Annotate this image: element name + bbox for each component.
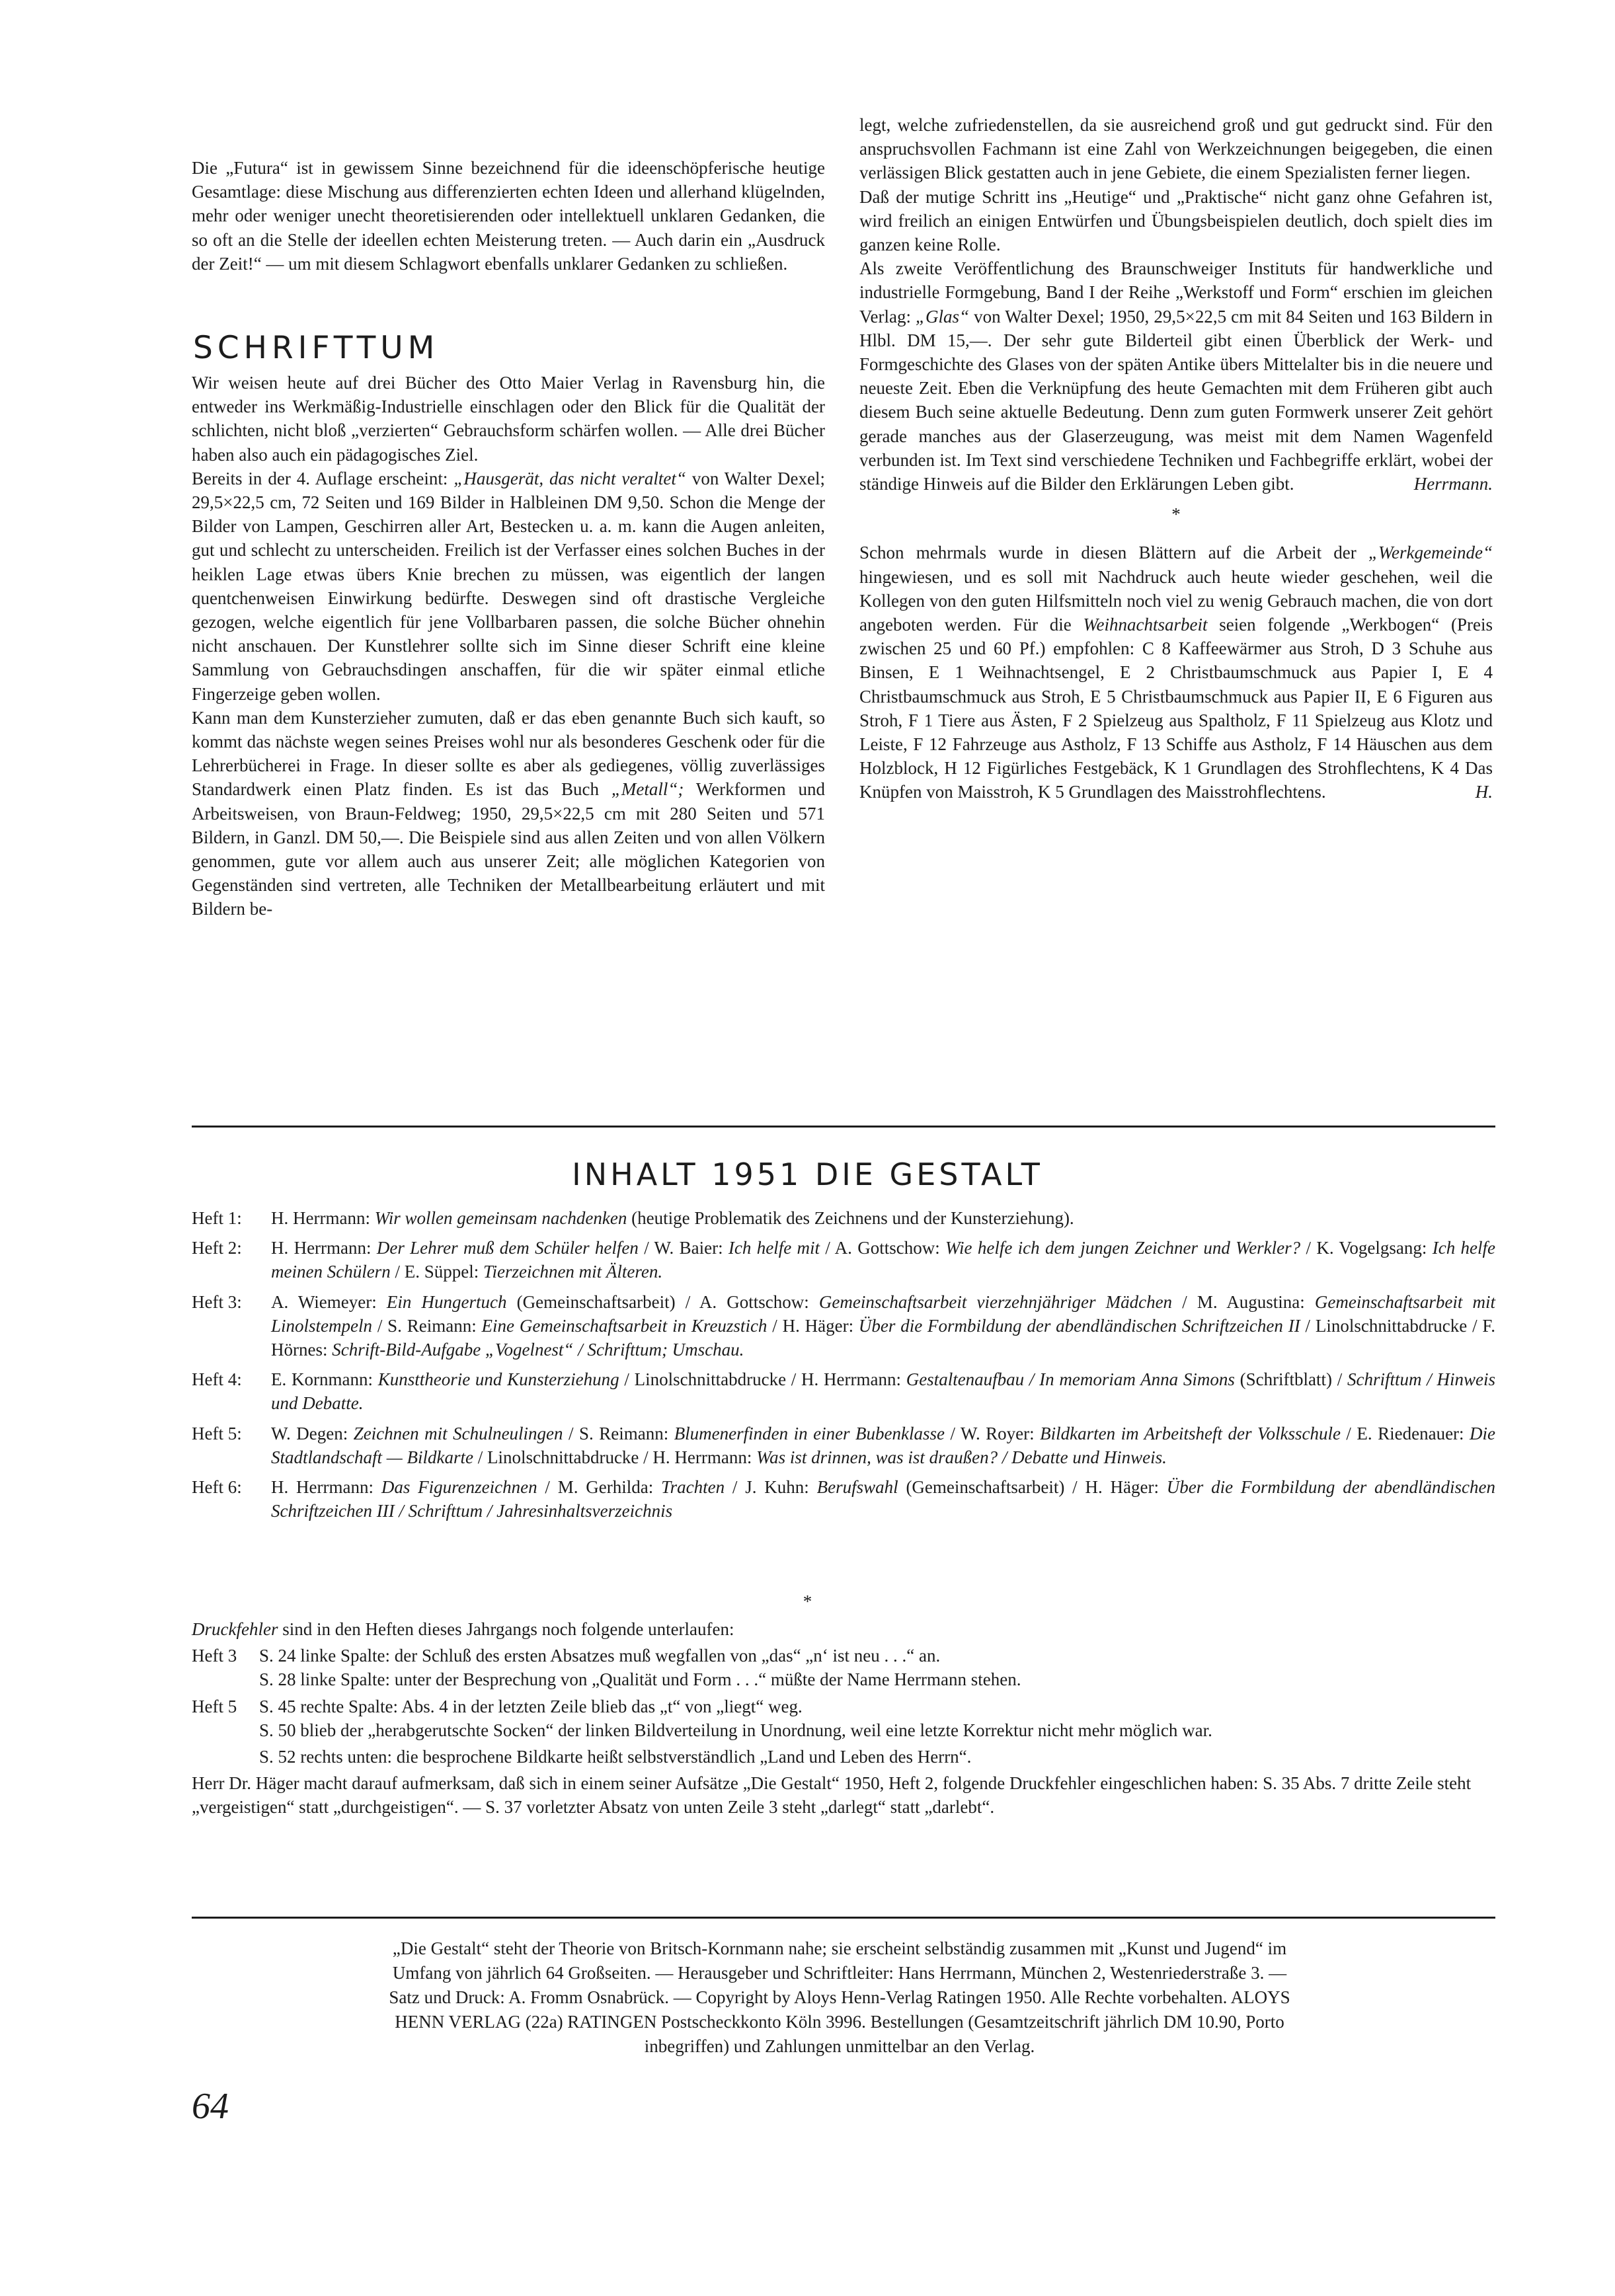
text-run: sind in den Heften dieses Jahrgangs noch folgende unterlaufen: [278, 1619, 734, 1639]
correction-text: S. 24 linke Spalte: der Schluß des ersten Absatzes muß wegfallen von „das“ „n‘ ist neu . . .“ an. [259, 1646, 941, 1666]
article-title: Wie helfe ich dem jungen Zeichner und Werkler? [945, 1238, 1301, 1258]
heft-label: Heft 3: [192, 1291, 242, 1312]
imprint-line: Satz und Druck: A. Fromm Osnabrück. — Copyright by Aloys Henn-Verlag Ratingen 1950. Alle Rechte vorbehalten. ALOYS [389, 1987, 1290, 2007]
imprint-line: Umfang von jährlich 64 Großseiten. — Herausgeber und Schriftleiter: Hans Herrmann, München 2, Westenriederstraße 3. — [392, 1963, 1287, 1983]
imprint-line: „Die Gestalt“ steht der Theorie von Britsch-Kornmann nahe; sie erscheint selbständig zusammen mit „Kunst und Jugend“ im [392, 1938, 1287, 1958]
inhalt-entry [192, 1367, 1495, 1415]
text-run: / K. Vogelgsang: [1300, 1238, 1433, 1258]
text-run: von Walter Dexel; 1950, 29,5×22,5 cm mit 84 Seiten und 163 Bildern in Hlbl. DM 15,—. Der sehr gute Bilderteil gibt einen Überblick der Werk- und Formgeschichte des Glases von der späten Antike übers Mittelalter bis in die neuere und neueste Zeit. Eben die Verknüpfung des heute Gemachten mit dem Früheren gibt auch diesem Buch seine aktuelle Bedeutung. Denn zum guten Formwerk unserer Zeit gehört gerade manches aus der Glaserzeugung, was meist mit dem Namen Wagenfeld verbunden ist. Im Text sind verschiedene Techniken und Fachbegriffe erklärt, wobei der ständige Hinweis auf die Bilder den Erklärungen Leben gibt. [859, 306, 1493, 494]
text-run: von Walter Dexel; 29,5×22,5 cm, 72 Seiten und 169 Bilder in Halbleinen DM 9,50. Schon die Menge der Bilder von Lampen, Geschirren aller Art, Bestecken u. a. m. kann die Augen anleiten, gut und schlecht zu unterscheiden. Freilich ist der Verfasser eines solchen Buches in der heiklen Lage etwas übers Knie brechen zu müssen, was eigentlich der langen quentchenweisen Einwirkung bedürfte. Deswegen sind oft drastische Vergleiche gezogen, welche eigentlich für jene Vollbarbaren passen, die solche Bücher ohnehin nicht anschauen. Der Kunstlehrer sollte sich im Sinne dieser Schrift eine kleine Sammlung von Gebrauchsdingen anschaffen, für die wir später einmal etliche Fingerzeige geben wollen. [192, 468, 825, 704]
text-run: seien folgende „Werkbogen“ (Preis zwischen 25 und 60 Pf.) empfohlen: C 8 Kaffeewärmer aus Stroh, D 3 Schuhe aus Binsen, E 1 Weihnachtsengel, E 2 Christbaumschmuck aus Papier I, E 4 Christbaumschmuck aus Stroh, E 5 Christbaumschmuck aus Papier II, E 6 Figuren aus Stroh, F 1 Tiere aus Ästen, F 2 Spielzeug aus Spaltholz, F 11 Spielzeug aus Klotz und Leiste, F 12 Fahrzeuge aus Astholz, F 13 Schiffe aus Astholz, F 14 Häuschen aus dem Holzblock, H 12 Figürliches Festgebäck, K 1 Grundlagen des Strohflechtens, K 4 Das Knüpfen von Maisstroh, K 5 Grundlagen des Maisstrohflechtens. [859, 615, 1493, 802]
heft-contents [271, 1206, 1495, 1230]
inhalt-entry [192, 1236, 1495, 1283]
heft-label: Heft 5 [192, 1696, 237, 1716]
hausgeraet-paragraph [192, 467, 825, 706]
druckfehler-intro [192, 1617, 1495, 1641]
article-title: Bildkarten im Arbeitsheft der Volksschule [1040, 1423, 1341, 1443]
metall-continued-paragraph: legt, welche zufriedenstellen, da sie ausreichend groß und gut gedruckt sind. Für den anspruchsvollen Fachmann ist eine Zahl von Werkzeichnungen beigegeben, die einen verlässigen Blick gestatten auch in jene Gebiete, die einem Spezialisten ferner liegen. [859, 115, 1493, 183]
text-run: E. Kornmann: [271, 1369, 378, 1390]
text-run: / S. Reimann: [563, 1423, 674, 1443]
correction-text: S. 28 linke Spalte: unter der Besprechung von „Qualität und Form . . .“ müßte der Name Herrmann stehen. [259, 1669, 1021, 1690]
text-run: (Gemeinschaftsarbeit) / H. Häger: [898, 1477, 1167, 1498]
text-run: W. Degen: [271, 1423, 354, 1443]
article-title: Zeichnen mit Schulneulingen [353, 1423, 563, 1443]
werkgemeinde-title: „Werkgemeinde“ [1368, 543, 1493, 563]
text-run: A. Wiemeyer: [271, 1291, 387, 1312]
text-run: H. Herrmann: [271, 1238, 377, 1258]
article-title: Gestaltenaufbau / In memoriam Anna Simons [906, 1369, 1235, 1390]
article-title: Tierzeichnen mit Älteren. [483, 1262, 663, 1282]
druckfehler-term: Druckfehler [192, 1619, 278, 1639]
text-run: / M. Gerhilda: [537, 1477, 662, 1498]
article-title: Was ist drinnen, was ist draußen? / Debatte und Hinweis. [756, 1447, 1167, 1467]
section-title-schrifttum: SCHRIFTTUM [193, 330, 440, 367]
article-title: Trachten [661, 1477, 725, 1498]
article-title: Über die Formbildung der abendländischen Schriftzeichen II [858, 1315, 1300, 1336]
text-run: / A. Gottschow: [820, 1238, 946, 1258]
separator-star: * [1171, 504, 1181, 525]
heutige-paragraph: Daß der mutige Schritt ins „Heutige“ und „Praktische“ nicht ganz ohne Gefahren ist, wird freilich an einigen Entwürfen und Übungsbeispielen deutlich, doch spielt dies im ganzen keine Rolle. [859, 186, 1493, 255]
metall-paragraph [192, 706, 825, 921]
text-run: / H. Häger: [767, 1315, 859, 1336]
signature-herrmann: Herrmann. [1413, 474, 1493, 494]
text-run: / M. Augustina: [1172, 1291, 1315, 1312]
text-run: / Linolschnittabdrucke / H. Herrmann: [473, 1447, 757, 1467]
book-title-hausgeraet: „Hausgerät, das nicht veraltet“ [453, 468, 686, 488]
text-run: / E. Süppel: [390, 1262, 483, 1282]
text-run: Schon mehrmals wurde in diesen Blättern auf die Arbeit der [859, 543, 1369, 563]
text-run: Kann man dem Kunsterzieher zumuten, daß er das eben genannte Buch sich kauft, so kommt das nächste wegen seines Preises wohl nur als besonderes Geschenk oder für die Lehrerbücherei in Frage. In dieser sollte es aber als gediegenes, völlig zuverlässiges Standardwerk einen Platz finden. Es ist das Buch [192, 707, 825, 800]
inhalt-entry [192, 1422, 1495, 1469]
heft-contents [271, 1290, 1495, 1362]
page-number: 64 [192, 2086, 229, 2127]
weihnachtsarbeit-term: Weihnachtsarbeit [1083, 615, 1208, 635]
inhalt-entry [192, 1475, 1495, 1523]
article-title: Wir wollen gemeinsam nachdenken [374, 1208, 627, 1228]
heft-label: Heft 5: [192, 1423, 242, 1443]
article-title: Eine Gemeinschaftsarbeit in Kreuzstich [481, 1315, 768, 1336]
article-title: Die Stadtlandschaft — Bildkarte [271, 1423, 1495, 1467]
inhalt-title: INHALT 1951 DIE GESTALT [572, 1157, 1043, 1192]
heft-label: Heft 2: [192, 1238, 242, 1258]
correction-text: S. 50 blieb der „herabgerutschte Socken“ der linken Bildverteilung in Unordnung, weil eine letzte Korrektur nicht mehr möglich war. [259, 1720, 1212, 1740]
text-run: / E. Riedenauer: [1340, 1423, 1470, 1443]
text-run: Als zweite Veröffentlichung des Braunschweiger Instituts für handwerkliche und industrielle Formgebung, Band I der Reihe „Werkstoff und Form“ erschien im gleichen Verlag: [859, 258, 1493, 326]
glas-paragraph [859, 256, 1493, 496]
left-column [192, 156, 825, 921]
heft-label: Heft 1: [192, 1208, 242, 1228]
inhalt-list [192, 1206, 1495, 1529]
heft-label: Heft 4: [192, 1369, 242, 1390]
article-title: Schrift-Bild-Aufgabe „Vogelnest“ / Schrifttum; Umschau. [332, 1340, 744, 1360]
heft-label: Heft 6: [192, 1477, 242, 1498]
heft-label: Heft 3 [192, 1646, 237, 1666]
book-title-glas: „Glas“ [916, 306, 970, 326]
article-title: Gemeinschaftsarbeit mit Linolstempeln [271, 1291, 1495, 1336]
heft-contents [271, 1367, 1495, 1415]
werkgemeinde-paragraph [859, 541, 1493, 804]
futura-paragraph: Die „Futura“ ist in gewissem Sinne bezeichnend für die ideenschöpferische heutige Gesamtlage: diese Mischung aus differenzierten echten Ideen und allerhand klügelnden, mehr oder weniger unecht theoretisierenden oder intellektuell unklaren Gedanken, die so oft an die Stelle der ideellen echten Meisterung treten. — Auch darin ein „Ausdruck der Zeit!“ — um mit diesem Schlagwort ebenfalls unklarer Gedanken zu schließen. [192, 158, 825, 274]
correction-text: S. 45 rechte Spalte: Abs. 4 in der letzten Zeile blieb das „t“ von „liegt“ weg. [259, 1696, 803, 1716]
text-run: / Linolschnittabdrucke / F. Hörnes: [271, 1315, 1496, 1360]
text-run: Bereits in der 4. Auflage erscheint: [192, 468, 454, 488]
article-title: Ein Hungertuch [386, 1291, 507, 1312]
imprint-line: HENN VERLAG (22a) RATINGEN Postscheckkonto Köln 3996. Bestellungen (Gesamtzeitschrift jährlich DM 10.90, Porto [395, 2012, 1284, 2032]
druckfehler-heft5 [192, 1695, 1495, 1718]
text-run: / W. Baier: [638, 1238, 729, 1258]
text-run: / Linolschnittabdrucke / H. Herrmann: [619, 1369, 906, 1390]
article-title: Ich helfe meinen Schülern [271, 1238, 1495, 1282]
horizontal-rule [192, 1126, 1495, 1128]
heft-contents [271, 1475, 1495, 1523]
text-run: hingewiesen, und es soll mit Nachdruck auch heute wieder geschehen, weil die Kollegen von den guten Hilfsmitteln noch viel zu wenig Gebrauch machen, die von dort angeboten werden. Für die [859, 566, 1493, 635]
text-run: / J. Kuhn: [725, 1477, 817, 1498]
article-title: Blumenerfinden in einer Bubenklasse [674, 1423, 945, 1443]
heft-contents [271, 1422, 1495, 1469]
horizontal-rule [192, 1917, 1495, 1919]
separator-star: * [803, 1591, 812, 1611]
right-column [859, 113, 1493, 804]
text-run: / W. Royer: [945, 1423, 1041, 1443]
inhalt-entry [192, 1206, 1495, 1230]
text-run: Werkformen und Arbeitsweisen, von Braun-Feldweg; 1950, 29,5×22,5 cm mit 280 Seiten und 571 Bildern, in Ganzl. DM 50,—. Die Beispiele sind aus allen Zeiten und von allen Völkern genommen, gute vor allem auch aus unserer Zeit; alle möglichen Kategorien von Gegenständen sind vertreten, alle Techniken der Metallbearbeitung erläutert und mit Bildern be- [192, 779, 825, 919]
article-title: Über die Formbildung der abendländischen Schriftzeichen III / Schrifttum / Jahresinhaltsverzeichnis [271, 1477, 1495, 1521]
signature-h: H. [1475, 782, 1493, 802]
text-run: (Schriftblatt) / [1234, 1369, 1348, 1390]
article-title: Das Figurenzeichnen [381, 1477, 537, 1498]
book-title-metall: „Metall“; [611, 779, 684, 800]
article-title: Schrifttum / Hinweis und Debatte. [271, 1369, 1495, 1414]
haeger-paragraph: Herr Dr. Häger macht darauf aufmerksam, daß sich in einem seiner Aufsätze „Die Gestalt“ 1950, Heft 2, folgende Druckfehler eingeschlichen haben: S. 35 Abs. 7 dritte Zeile steht „vergeistigen“ statt „durchgeistigen“. — S. 37 vorletzter Absatz von unten Zeile 3 steht „darlegt“ statt „darlebt“. [192, 1773, 1472, 1818]
text-run: (heutige Problematik des Zeichnens und der Kunsterziehung). [627, 1208, 1074, 1228]
inhalt-entry [192, 1290, 1495, 1362]
druckfehler-heft3 [192, 1644, 1495, 1667]
correction-text: S. 52 rechts unten: die besprochene Bildkarte heißt selbstverständlich „Land und Leben des Herrn“. [259, 1747, 972, 1767]
article-title: Berufswahl [816, 1477, 898, 1498]
text-run: H. Herrmann: [271, 1477, 381, 1498]
imprint-line: inbegriffen) und Zahlungen unmittelbar an den Verlag. [644, 2036, 1035, 2056]
schrifttum-intro-paragraph: Wir weisen heute auf drei Bücher des Otto Maier Verlag in Ravensburg hin, die entweder ins Werkmäßig-Industrielle einschlagen oder den Blick für die Qualität der schlichten, nicht bloß „verzierten“ Gebrauchsform schärfen wollen. — Alle drei Bücher haben also auch ein pädagogisches Ziel. [192, 373, 825, 465]
article-title: Kunsttheorie und Kunsterziehung [377, 1369, 619, 1390]
text-run: / S. Reimann: [372, 1315, 482, 1336]
imprint [212, 1936, 1468, 2059]
article-title: Der Lehrer muß dem Schüler helfen [376, 1238, 639, 1258]
text-run: H. Herrmann: [271, 1208, 375, 1228]
article-title: Gemeinschaftsarbeit vierzehnjähriger Mädchen [818, 1291, 1173, 1312]
text-run: (Gemeinschaftsarbeit) / A. Gottschow: [506, 1291, 819, 1312]
article-title: Ich helfe mit [728, 1238, 820, 1258]
druckfehler-section [192, 1617, 1495, 1822]
heft-contents [271, 1236, 1495, 1283]
